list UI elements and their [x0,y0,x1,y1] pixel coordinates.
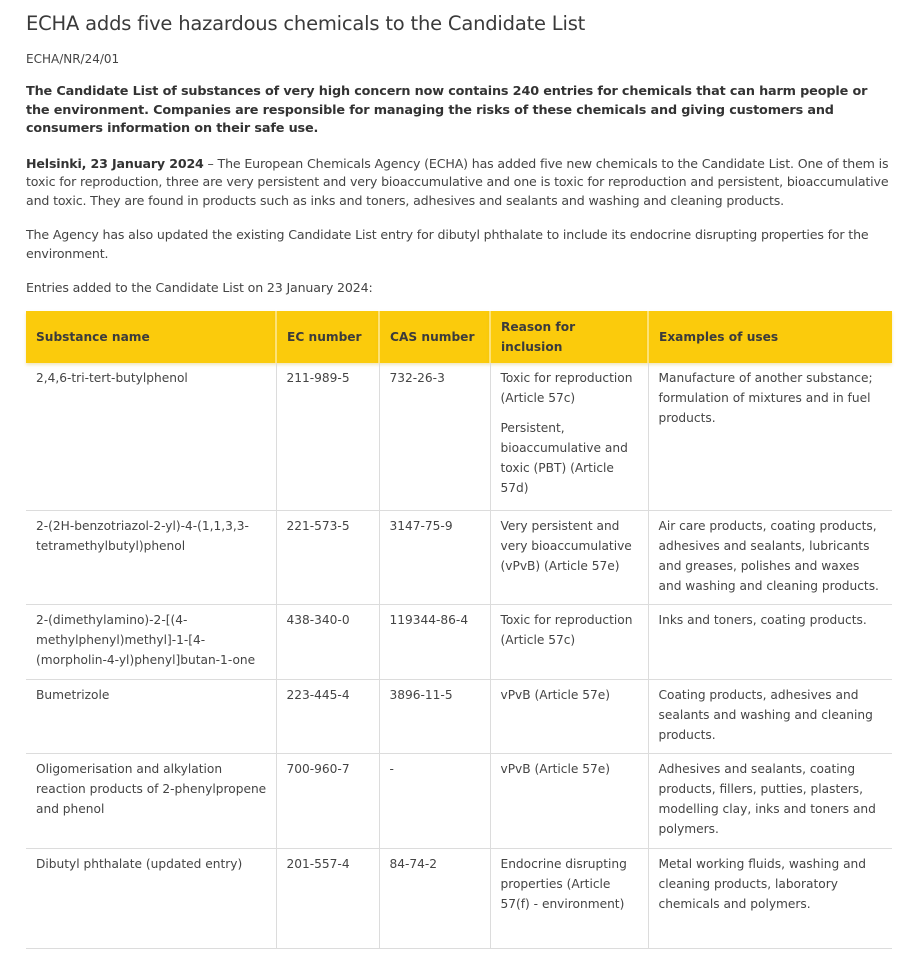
uses: Manufacture of another substance; formulation of mixtures and in fuel products. [648,363,892,511]
uses: Adhesives and sealants, coating products, fillers, putties, plasters, modelling clay, inks and toners and polymers. [648,754,892,849]
cas-number: - [379,754,490,849]
uses: Air care products, coating products, adhesives and sealants, lubricants and greases, polishes and waxes and washing and cleaning products. [648,511,892,605]
uses: Metal working fluids, washing and cleaning products, laboratory chemicals and polymers. [648,849,892,949]
table-intro: Entries added to the Candidate List on 23 January 2024: [26,280,373,295]
cas-number: 3896-11-5 [379,680,490,754]
table-row [26,363,892,511]
cas-number: 732-26-3 [379,363,490,511]
ec-number: 221-573-5 [276,511,379,605]
table-header-row [26,311,892,363]
dateline: Helsinki, 23 January 2024 [26,155,204,171]
header-uses: Examples of uses [648,311,892,363]
ec-number: 211-989-5 [276,363,379,511]
cas-number: 84-74-2 [379,849,490,949]
table-row [26,754,892,849]
substance-name: 2-(2H-benzotriazol-2-yl)-4-(1,1,3,3-tetramethylbutyl)phenol [26,511,276,605]
header-cas-number: CAS number [379,311,490,363]
uses: Coating products, adhesives and sealants and washing and cleaning products. [648,680,892,754]
reason: vPvB (Article 57e) [490,754,648,849]
substance-name: Oligomerisation and alkylation reaction products of 2-phenylpropene and phenol [26,754,276,849]
ec-number: 223-445-4 [276,680,379,754]
uses: Inks and toners, coating products. [648,605,892,680]
header-reason: Reason for inclusion [490,311,648,363]
cas-number: 119344-86-4 [379,605,490,680]
reason [490,363,648,511]
body-paragraph-2: The Agency has also updated the existing Candidate List entry for dibutyl phthalate to include its endocrine disrupting properties for the environment. [26,227,869,261]
reason: Toxic for reproduction (Article 57c) [490,605,648,680]
reason: Very persistent and very bioaccumulative (vPvB) (Article 57e) [490,511,648,605]
ec-number: 201-557-4 [276,849,379,949]
ec-number: 700-960-7 [276,754,379,849]
table-row [26,849,892,949]
substance-name: Bumetrizole [26,680,276,754]
cas-number: 3147-75-9 [379,511,490,605]
substance-name: 2,4,6-tri-tert-butylphenol [26,363,276,511]
substance-name: Dibutyl phthalate (updated entry) [26,849,276,949]
substance-name: 2-(dimethylamino)-2-[(4-methylphenyl)methyl]-1-[4-(morpholin-4-yl)phenyl]butan-1-one [26,605,276,680]
reason-text: Toxic for reproduction (Article 57c) [500,370,633,405]
body-paragraph-1 [26,155,893,211]
table-row [26,680,892,754]
ec-number: 438-340-0 [276,605,379,680]
reason-text-2: Persistent, bioaccumulative and toxic (PBT) (Article 57d) [500,420,628,495]
table-row [26,511,892,605]
reference-number: ECHA/NR/24/01 [26,52,120,66]
paragraph-text: – The European Chemicals Agency (ECHA) has added five new chemicals to the Candidate List. One of them is toxic for reproduction, three are very persistent and very bioaccumulative and one is toxic for reproduction and persistent, bioaccumulative and toxic. They are found in products such as inks and toners, adhesives and sealants and washing and cleaning products. [26,155,889,208]
table-row [26,605,892,680]
reason: Endocrine disrupting properties (Article 57(f) - environment) [490,849,648,949]
header-substance-name: Substance name [26,311,276,363]
reason: vPvB (Article 57e) [490,680,648,754]
header-ec-number: EC number [276,311,379,363]
page-title: ECHA adds five hazardous chemicals to the Candidate List [26,12,586,35]
candidate-list-table [26,311,892,950]
lead-paragraph: The Candidate List of substances of very high concern now contains 240 entries for chemicals that can harm people or the environment. Companies are responsible for managing the risks of these chemicals and giving customers and consumers information on their safe use. [26,84,868,136]
